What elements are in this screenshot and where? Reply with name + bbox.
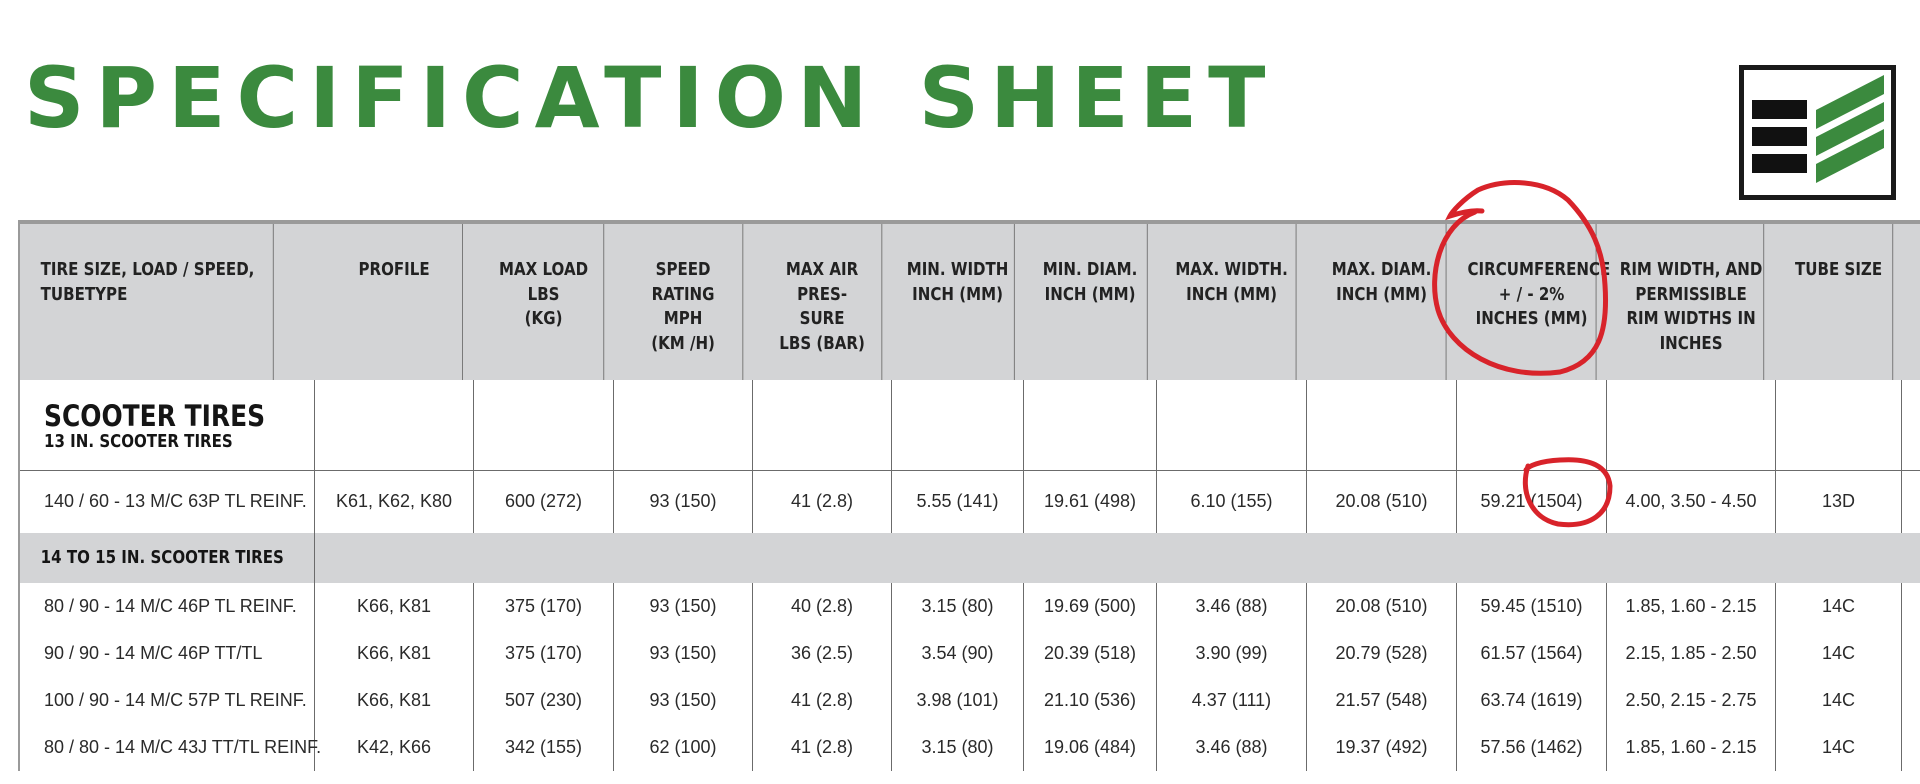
table-cell: 21.57 (548): [1307, 677, 1457, 724]
column-header: MAX. DIAM. INCH (MM): [1318, 224, 1447, 380]
table-cell: 342 (155): [474, 724, 614, 771]
table-row: [20, 583, 1920, 630]
table-cell: 14C: [1776, 583, 1902, 630]
column-header: RIM WIDTH, AND PERMISSIBLE RIM WIDTHS IN INCHES: [1619, 224, 1764, 380]
table-cell: 1.85, 1.60 - 2.15: [1607, 583, 1776, 630]
table-row: [20, 724, 1920, 771]
table-cell: 19.69 (500): [1024, 583, 1157, 630]
table-cell: 93 (150): [614, 470, 753, 533]
table-cell: 14C: [1776, 724, 1902, 771]
table-cell: 41 (2.8): [753, 724, 892, 771]
spec-table: [18, 220, 1920, 771]
column-header: MAX LOAD LBS (KG): [484, 224, 604, 380]
table-cell: 93 (150): [614, 630, 753, 677]
table-cell: 62 (100): [614, 724, 753, 771]
table-cell: 600 (272): [474, 470, 614, 533]
table-cell: K66, K81: [315, 677, 474, 724]
table-cell: 59.45 (1510): [1457, 583, 1607, 630]
table-cell: 36 (2.5): [753, 630, 892, 677]
section-subtitle: 13 IN. SCOOTER TIRES: [44, 432, 233, 452]
table-row: [20, 470, 1920, 533]
table-cell: 13D: [1776, 470, 1902, 533]
table-cell: 41 (2.8): [753, 470, 892, 533]
table-cell: 1.85, 1.60 - 2.15: [1607, 724, 1776, 771]
table-cell: 21.10 (536): [1024, 677, 1157, 724]
table-cell: 4.00, 3.50 - 4.50: [1607, 470, 1776, 533]
table-cell: 20.08 (510): [1307, 470, 1457, 533]
table-header-row: [20, 224, 1920, 380]
table-cell: 5.55 (141): [892, 470, 1024, 533]
table-cell: 20.39 (518): [1024, 630, 1157, 677]
table-cell: 19.61 (498): [1024, 470, 1157, 533]
tire-size-cell: 80 / 80 - 14 M/C 43J TT/TL REINF.: [20, 724, 315, 771]
table-cell: 19.37 (492): [1307, 724, 1457, 771]
section-title: SCOOTER TIRES: [44, 399, 266, 433]
column-header: MAX. WIDTH. INCH (MM): [1168, 224, 1297, 380]
table-cell: 3.46 (88): [1157, 724, 1307, 771]
table-cell: 3.98 (101): [892, 677, 1024, 724]
table-cell: 2.15, 1.85 - 2.50: [1607, 630, 1776, 677]
table-cell: 93 (150): [614, 677, 753, 724]
section-row: [20, 380, 1920, 470]
table-cell: 41 (2.8): [753, 677, 892, 724]
table-cell: 63.74 (1619): [1457, 677, 1607, 724]
table-cell: 59.21 (1504): [1457, 470, 1607, 533]
column-header: MIN. DIAM. INCH (MM): [1033, 224, 1147, 380]
tire-size-cell: 80 / 90 - 14 M/C 46P TL REINF.: [20, 583, 315, 630]
table-cell: 61.57 (1564): [1457, 630, 1607, 677]
table-cell: 57.56 (1462): [1457, 724, 1607, 771]
table-cell: 375 (170): [474, 583, 614, 630]
tire-size-cell: 100 / 90 - 14 M/C 57P TL REINF.: [20, 677, 315, 724]
subsection-title: 14 TO 15 IN. SCOOTER TIRES: [40, 548, 284, 568]
table-cell: 93 (150): [614, 583, 753, 630]
tire-size-cell: 140 / 60 - 13 M/C 63P TL REINF.: [20, 470, 315, 533]
column-header: PROFILE: [326, 224, 463, 380]
table-cell: K42, K66: [315, 724, 474, 771]
table-cell: 6.10 (155): [1157, 470, 1307, 533]
table-cell: 375 (170): [474, 630, 614, 677]
section-cell: [20, 380, 315, 470]
table-cell: 14C: [1776, 630, 1902, 677]
table-cell: 2.50, 2.15 - 2.75: [1607, 677, 1776, 724]
column-header: MIN. WIDTH INCH (MM): [901, 224, 1015, 380]
table-row: [20, 677, 1920, 724]
column-header: SPEED RATING MPH (KM /H): [624, 224, 744, 380]
table-body: [20, 583, 1920, 771]
table-cell: 14C: [1776, 677, 1902, 724]
brand-logo-icon: [1739, 65, 1896, 200]
table-cell: K66, K81: [315, 583, 474, 630]
tire-size-cell: 90 / 90 - 14 M/C 46P TT/TL: [20, 630, 315, 677]
table-cell: 3.15 (80): [892, 724, 1024, 771]
table-row: [20, 630, 1920, 677]
table-cell: 4.37 (111): [1157, 677, 1307, 724]
table-cell: 3.54 (90): [892, 630, 1024, 677]
table-cell: 3.15 (80): [892, 583, 1024, 630]
table-cell: K66, K81: [315, 630, 474, 677]
column-header: TIRE SIZE, LOAD / SPEED, TUBETYPE: [20, 224, 274, 380]
column-header: CIRCUMFERENCE + / - 2% INCHES (MM): [1468, 224, 1597, 380]
table-cell: 19.06 (484): [1024, 724, 1157, 771]
table-cell: 20.79 (528): [1307, 630, 1457, 677]
table-cell: 40 (2.8): [753, 583, 892, 630]
table-cell: 3.90 (99): [1157, 630, 1307, 677]
table-cell: 3.46 (88): [1157, 583, 1307, 630]
table-cell: K61, K62, K80: [315, 470, 474, 533]
page-title: SPECIFICATION SHEET: [24, 49, 1277, 147]
table-cell: 507 (230): [474, 677, 614, 724]
subsection-row: [20, 533, 1920, 583]
column-header: TUBE SIZE: [1785, 224, 1893, 380]
table-cell: 20.08 (510): [1307, 583, 1457, 630]
column-header: MAX AIR PRES- SURE LBS (BAR): [763, 224, 883, 380]
